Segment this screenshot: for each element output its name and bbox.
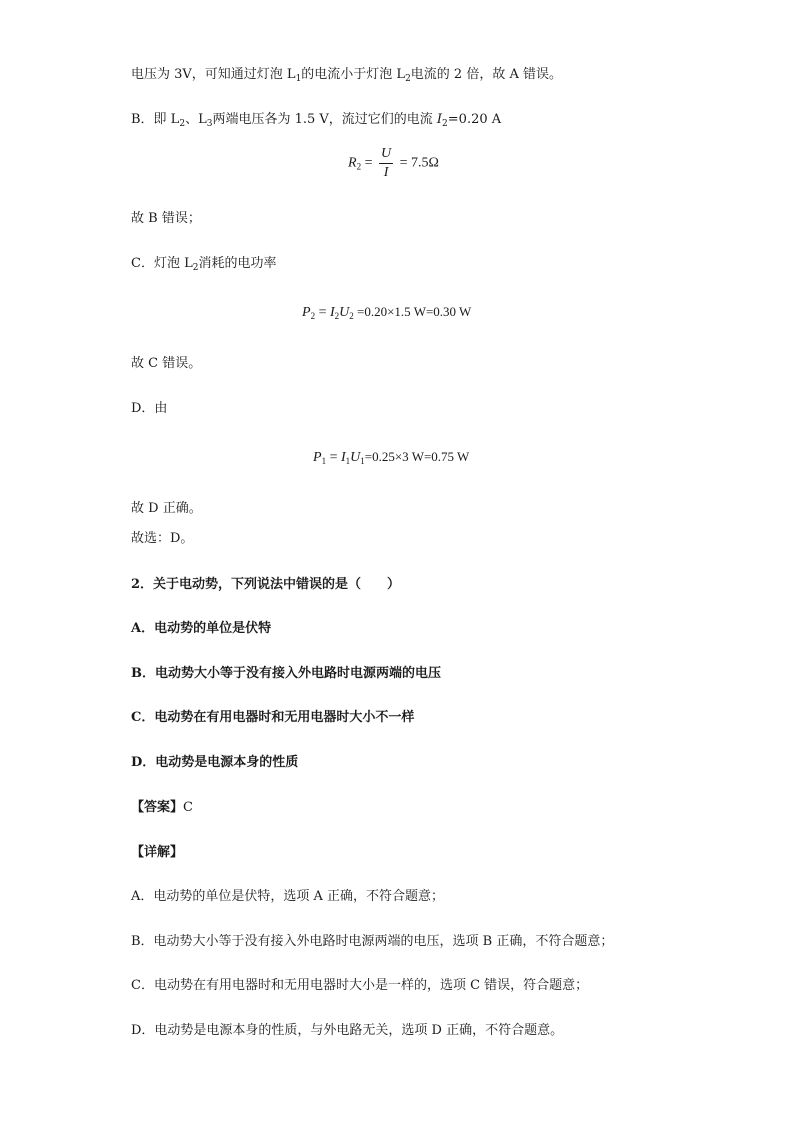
subscript: 1 [360, 456, 365, 466]
subscript: 1 [321, 456, 327, 466]
explain-label: 【详解】 [131, 845, 184, 860]
final-choice: 故选：D。 [131, 531, 194, 546]
explanation-c: C．电动势在有用电器时和无用电器时大小是一样的，选项 C 错误，符合题意； [131, 978, 589, 993]
conclusion-b: 故 B 错误； [131, 211, 201, 226]
subscript: 2 [442, 119, 448, 129]
answer-label: 【答案】 [131, 800, 184, 815]
formula-operator: = [326, 450, 341, 465]
option-c: C．电动势在有用电器时和无用电器时大小不一样 [131, 710, 415, 725]
text: =0.20 A [447, 112, 502, 127]
formula-r2 [348, 146, 439, 181]
subscript: 1 [345, 456, 351, 466]
subscript: 2 [349, 311, 354, 321]
text: B．即 L [131, 112, 180, 127]
formula-symbol: I [329, 305, 335, 320]
formula-operator: = [315, 305, 330, 320]
subscript: 1 [295, 74, 302, 84]
formula-operator: = [361, 155, 376, 171]
denominator: I [383, 165, 389, 180]
explanation-b: B．电动势大小等于没有接入外电路时电源两端的电压，选项 B 正确，不符合题意； [131, 934, 614, 949]
formula-p1 [313, 449, 469, 466]
variable: I [436, 112, 443, 127]
fraction [379, 146, 393, 181]
subscript: 2 [405, 74, 411, 84]
formula-symbol: R [348, 155, 357, 171]
text: 电压为 3V，可知通过灯泡 L [131, 67, 296, 82]
formula-symbol: U [350, 450, 361, 465]
solution-line-b [131, 111, 501, 129]
answer-line [131, 799, 193, 817]
formula-result: =0.25×3 W=0.75 W [364, 449, 470, 464]
option-a: A．电动势的单位是伏特 [131, 621, 272, 636]
subscript: 2 [179, 119, 186, 129]
formula-symbol: P [302, 305, 311, 320]
subscript: 2 [310, 311, 316, 321]
text: 电流的 2 倍，故 A 错误。 [410, 67, 562, 82]
subscript: 3 [206, 119, 213, 129]
formula-symbol: U [339, 305, 350, 320]
text: 、L [185, 112, 207, 127]
formula-symbol: I [340, 450, 346, 465]
text: 消耗的电功率 [198, 256, 277, 271]
solution-line-a [131, 66, 562, 84]
conclusion-d: 故 D 正确。 [131, 501, 202, 516]
text: 两端电压各为 1.5 V，流过它们的电流 [212, 112, 437, 127]
option-d: D．电动势是电源本身的性质 [131, 755, 299, 770]
solution-line-d: D．由 [131, 401, 168, 416]
fraction-bar [379, 163, 393, 164]
subscript: 2 [334, 311, 340, 321]
option-b: B．电动势大小等于没有接入外电路时电源两端的电压 [131, 666, 441, 681]
numerator: U [380, 146, 392, 161]
text: C．灯泡 L [131, 256, 193, 271]
conclusion-c: 故 C 错误。 [131, 356, 202, 371]
explanation-d: D．电动势是电源本身的性质，与外电路无关，选项 D 正确，不符合题意。 [131, 1023, 564, 1038]
question-stem: 2．关于电动势，下列说法中错误的是（ ） [131, 577, 401, 592]
subscript: 2 [192, 263, 199, 273]
text: 的电流小于灯泡 L [301, 67, 406, 82]
formula-p2 [302, 304, 471, 321]
subscript: 2 [356, 161, 362, 172]
formula-result: =0.20×1.5 W=0.30 W [353, 304, 472, 319]
formula-result: = 7.5Ω [396, 155, 439, 171]
explanation-a: A．电动势的单位是伏特，选项 A 正确，不符合题意； [131, 889, 445, 904]
formula-symbol: P [313, 450, 322, 465]
answer-value: C [183, 800, 193, 815]
solution-line-c [131, 255, 276, 273]
